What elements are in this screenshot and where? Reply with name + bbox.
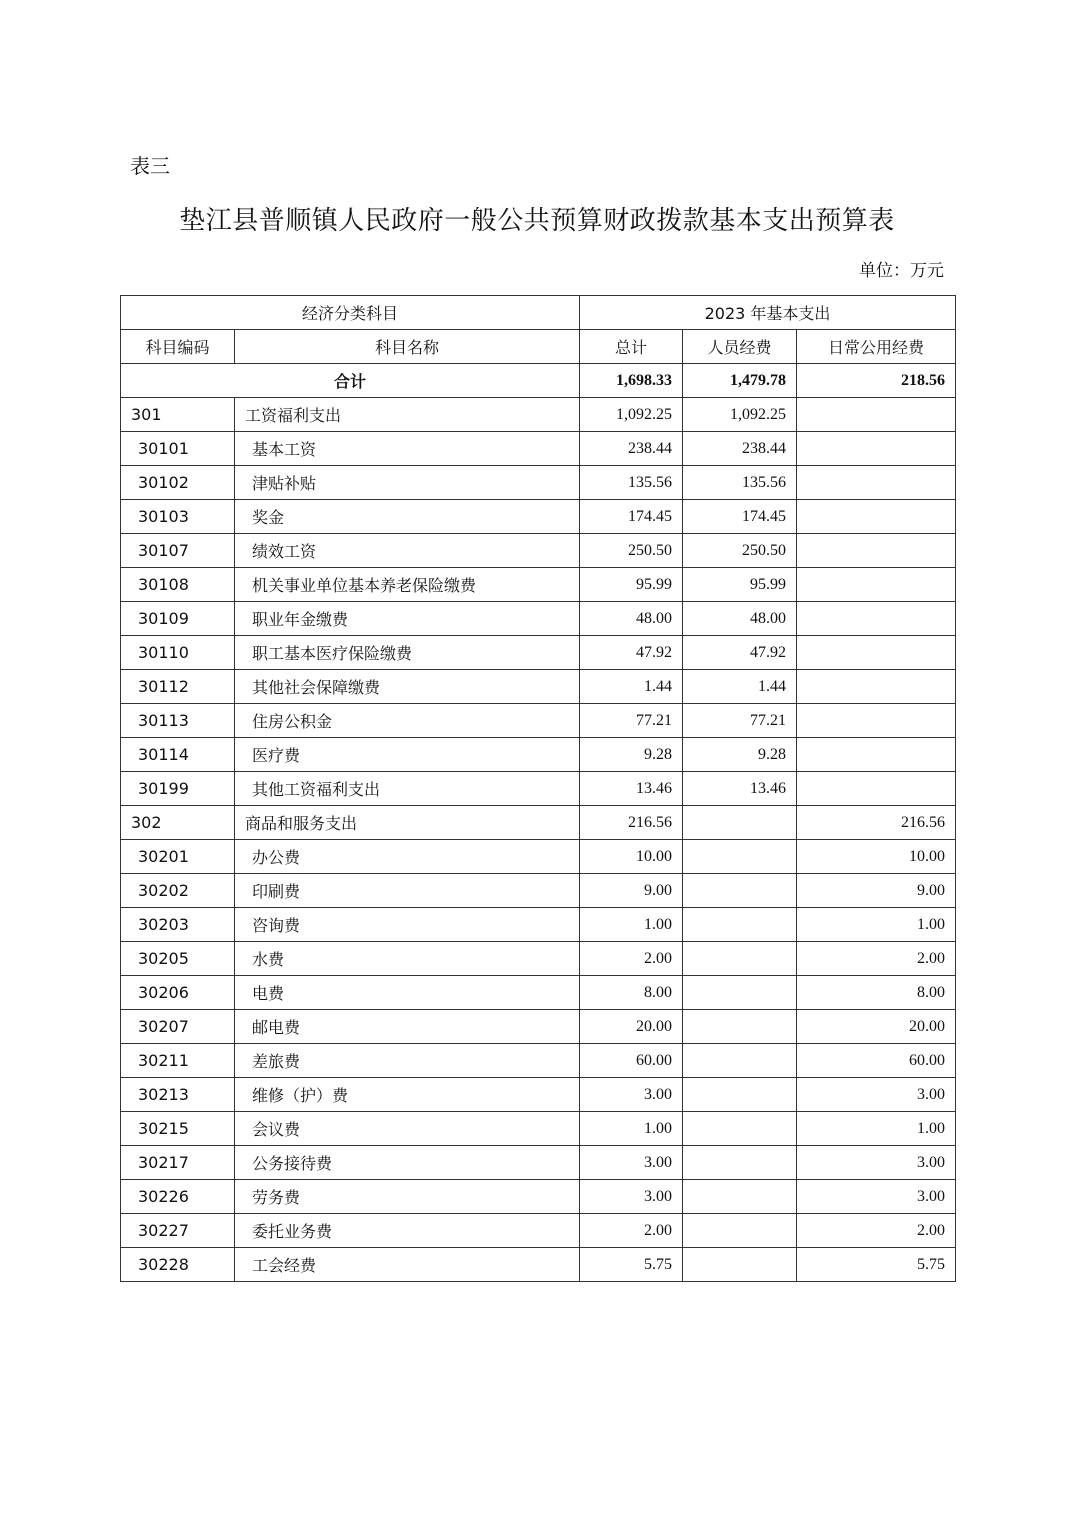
budget-table <box>120 295 956 1282</box>
row-public <box>797 670 956 704</box>
table-row <box>121 466 956 500</box>
row-code: 30201 <box>121 840 235 874</box>
row-personnel <box>683 908 797 942</box>
row-public <box>797 738 956 772</box>
row-public: 3.00 <box>797 1146 956 1180</box>
row-name: 职业年金缴费 <box>235 602 580 636</box>
row-total: 135.56 <box>580 466 683 500</box>
row-code: 30199 <box>121 772 235 806</box>
table-row <box>121 398 956 432</box>
row-public: 3.00 <box>797 1078 956 1112</box>
row-total: 9.00 <box>580 874 683 908</box>
row-total: 2.00 <box>580 942 683 976</box>
row-personnel <box>683 1180 797 1214</box>
row-code: 30205 <box>121 942 235 976</box>
row-total: 250.50 <box>580 534 683 568</box>
row-name: 奖金 <box>235 500 580 534</box>
row-total: 10.00 <box>580 840 683 874</box>
row-name: 绩效工资 <box>235 534 580 568</box>
row-code: 302 <box>121 806 235 840</box>
row-code: 30109 <box>121 602 235 636</box>
row-code: 30228 <box>121 1248 235 1282</box>
row-total: 48.00 <box>580 602 683 636</box>
table-row <box>121 1010 956 1044</box>
row-personnel: 1.44 <box>683 670 797 704</box>
row-public: 60.00 <box>797 1044 956 1078</box>
row-public <box>797 500 956 534</box>
table-row <box>121 976 956 1010</box>
row-personnel <box>683 1010 797 1044</box>
row-code: 30103 <box>121 500 235 534</box>
header-row-columns <box>121 330 956 364</box>
row-public: 3.00 <box>797 1180 956 1214</box>
row-name: 医疗费 <box>235 738 580 772</box>
row-public: 216.56 <box>797 806 956 840</box>
row-total: 174.45 <box>580 500 683 534</box>
row-name: 其他社会保障缴费 <box>235 670 580 704</box>
row-name: 水费 <box>235 942 580 976</box>
table-row <box>121 908 956 942</box>
row-personnel: 174.45 <box>683 500 797 534</box>
row-personnel: 47.92 <box>683 636 797 670</box>
header-row-group <box>121 296 956 330</box>
row-name: 住房公积金 <box>235 704 580 738</box>
total-label: 合计 <box>121 364 580 398</box>
row-personnel <box>683 1214 797 1248</box>
table-row <box>121 704 956 738</box>
table-row <box>121 1078 956 1112</box>
row-public <box>797 398 956 432</box>
table-row <box>121 1112 956 1146</box>
row-personnel: 1,092.25 <box>683 398 797 432</box>
row-total: 1.00 <box>580 1112 683 1146</box>
row-personnel: 238.44 <box>683 432 797 466</box>
table-row <box>121 772 956 806</box>
row-public: 5.75 <box>797 1248 956 1282</box>
row-name: 差旅费 <box>235 1044 580 1078</box>
header-code: 科目编码 <box>121 330 235 364</box>
row-code: 30213 <box>121 1078 235 1112</box>
row-public: 1.00 <box>797 1112 956 1146</box>
row-name: 印刷费 <box>235 874 580 908</box>
row-code: 30217 <box>121 1146 235 1180</box>
row-total: 2.00 <box>580 1214 683 1248</box>
row-personnel: 250.50 <box>683 534 797 568</box>
row-total: 1.44 <box>580 670 683 704</box>
row-public <box>797 568 956 602</box>
row-name: 公务接待费 <box>235 1146 580 1180</box>
header-total: 总计 <box>580 330 683 364</box>
unit-label: 单位：万元 <box>859 261 944 281</box>
row-code: 30107 <box>121 534 235 568</box>
row-personnel <box>683 1078 797 1112</box>
row-total: 13.46 <box>580 772 683 806</box>
row-total: 238.44 <box>580 432 683 466</box>
row-personnel: 13.46 <box>683 772 797 806</box>
row-name: 维修（护）费 <box>235 1078 580 1112</box>
row-total: 5.75 <box>580 1248 683 1282</box>
row-public <box>797 466 956 500</box>
row-personnel: 77.21 <box>683 704 797 738</box>
row-code: 30113 <box>121 704 235 738</box>
row-total: 3.00 <box>580 1078 683 1112</box>
header-personnel: 人员经费 <box>683 330 797 364</box>
row-personnel: 135.56 <box>683 466 797 500</box>
row-name: 电费 <box>235 976 580 1010</box>
row-personnel <box>683 942 797 976</box>
row-total: 9.28 <box>580 738 683 772</box>
table-row <box>121 1146 956 1180</box>
row-name: 劳务费 <box>235 1180 580 1214</box>
row-personnel <box>683 806 797 840</box>
row-personnel <box>683 1146 797 1180</box>
table-label: 表三 <box>130 154 170 178</box>
row-code: 30110 <box>121 636 235 670</box>
row-public: 1.00 <box>797 908 956 942</box>
row-name: 邮电费 <box>235 1010 580 1044</box>
row-personnel <box>683 840 797 874</box>
row-name: 工会经费 <box>235 1248 580 1282</box>
row-public <box>797 636 956 670</box>
total-row <box>121 364 956 398</box>
row-total: 47.92 <box>580 636 683 670</box>
table-row <box>121 636 956 670</box>
row-personnel: 9.28 <box>683 738 797 772</box>
table-row <box>121 568 956 602</box>
row-name: 其他工资福利支出 <box>235 772 580 806</box>
row-personnel <box>683 1248 797 1282</box>
total-total: 1,698.33 <box>580 364 683 398</box>
row-name: 机关事业单位基本养老保险缴费 <box>235 568 580 602</box>
table-row <box>121 874 956 908</box>
row-code: 30207 <box>121 1010 235 1044</box>
table-row <box>121 942 956 976</box>
row-personnel: 48.00 <box>683 602 797 636</box>
table-row <box>121 1248 956 1282</box>
table-row <box>121 806 956 840</box>
row-total: 95.99 <box>580 568 683 602</box>
header-basic-expenditure: 2023 年基本支出 <box>580 296 956 330</box>
row-personnel <box>683 874 797 908</box>
table-row <box>121 500 956 534</box>
row-name: 职工基本医疗保险缴费 <box>235 636 580 670</box>
row-public: 9.00 <box>797 874 956 908</box>
row-code: 30202 <box>121 874 235 908</box>
row-code: 30206 <box>121 976 235 1010</box>
total-public: 218.56 <box>797 364 956 398</box>
row-total: 8.00 <box>580 976 683 1010</box>
document-title: 垫江县普顺镇人民政府一般公共预算财政拨款基本支出预算表 <box>179 206 895 236</box>
row-total: 1,092.25 <box>580 398 683 432</box>
header-name: 科目名称 <box>235 330 580 364</box>
row-public: 10.00 <box>797 840 956 874</box>
row-code: 30215 <box>121 1112 235 1146</box>
row-total: 77.21 <box>580 704 683 738</box>
row-public: 2.00 <box>797 942 956 976</box>
row-total: 60.00 <box>580 1044 683 1078</box>
row-public <box>797 772 956 806</box>
table-row <box>121 602 956 636</box>
row-public: 8.00 <box>797 976 956 1010</box>
row-code: 30112 <box>121 670 235 704</box>
row-code: 30102 <box>121 466 235 500</box>
row-name: 基本工资 <box>235 432 580 466</box>
row-name: 津贴补贴 <box>235 466 580 500</box>
table-row <box>121 738 956 772</box>
row-name: 工资福利支出 <box>235 398 580 432</box>
row-public <box>797 534 956 568</box>
total-personnel: 1,479.78 <box>683 364 797 398</box>
table-row <box>121 432 956 466</box>
row-personnel: 95.99 <box>683 568 797 602</box>
row-total: 20.00 <box>580 1010 683 1044</box>
row-public <box>797 602 956 636</box>
row-code: 30114 <box>121 738 235 772</box>
table-row <box>121 840 956 874</box>
row-code: 30101 <box>121 432 235 466</box>
header-economic-classification: 经济分类科目 <box>121 296 580 330</box>
row-total: 3.00 <box>580 1146 683 1180</box>
row-code: 30108 <box>121 568 235 602</box>
row-code: 30211 <box>121 1044 235 1078</box>
row-public <box>797 432 956 466</box>
row-total: 1.00 <box>580 908 683 942</box>
row-code: 301 <box>121 398 235 432</box>
table-row <box>121 1044 956 1078</box>
row-code: 30203 <box>121 908 235 942</box>
row-name: 委托业务费 <box>235 1214 580 1248</box>
row-code: 30227 <box>121 1214 235 1248</box>
row-total: 3.00 <box>580 1180 683 1214</box>
row-name: 办公费 <box>235 840 580 874</box>
row-code: 30226 <box>121 1180 235 1214</box>
row-public: 20.00 <box>797 1010 956 1044</box>
row-personnel <box>683 976 797 1010</box>
row-name: 商品和服务支出 <box>235 806 580 840</box>
table-row <box>121 1180 956 1214</box>
row-public: 2.00 <box>797 1214 956 1248</box>
row-personnel <box>683 1112 797 1146</box>
row-personnel <box>683 1044 797 1078</box>
row-name: 会议费 <box>235 1112 580 1146</box>
table-row <box>121 1214 956 1248</box>
row-name: 咨询费 <box>235 908 580 942</box>
row-public <box>797 704 956 738</box>
table-row <box>121 670 956 704</box>
header-public: 日常公用经费 <box>797 330 956 364</box>
row-total: 216.56 <box>580 806 683 840</box>
table-row <box>121 534 956 568</box>
